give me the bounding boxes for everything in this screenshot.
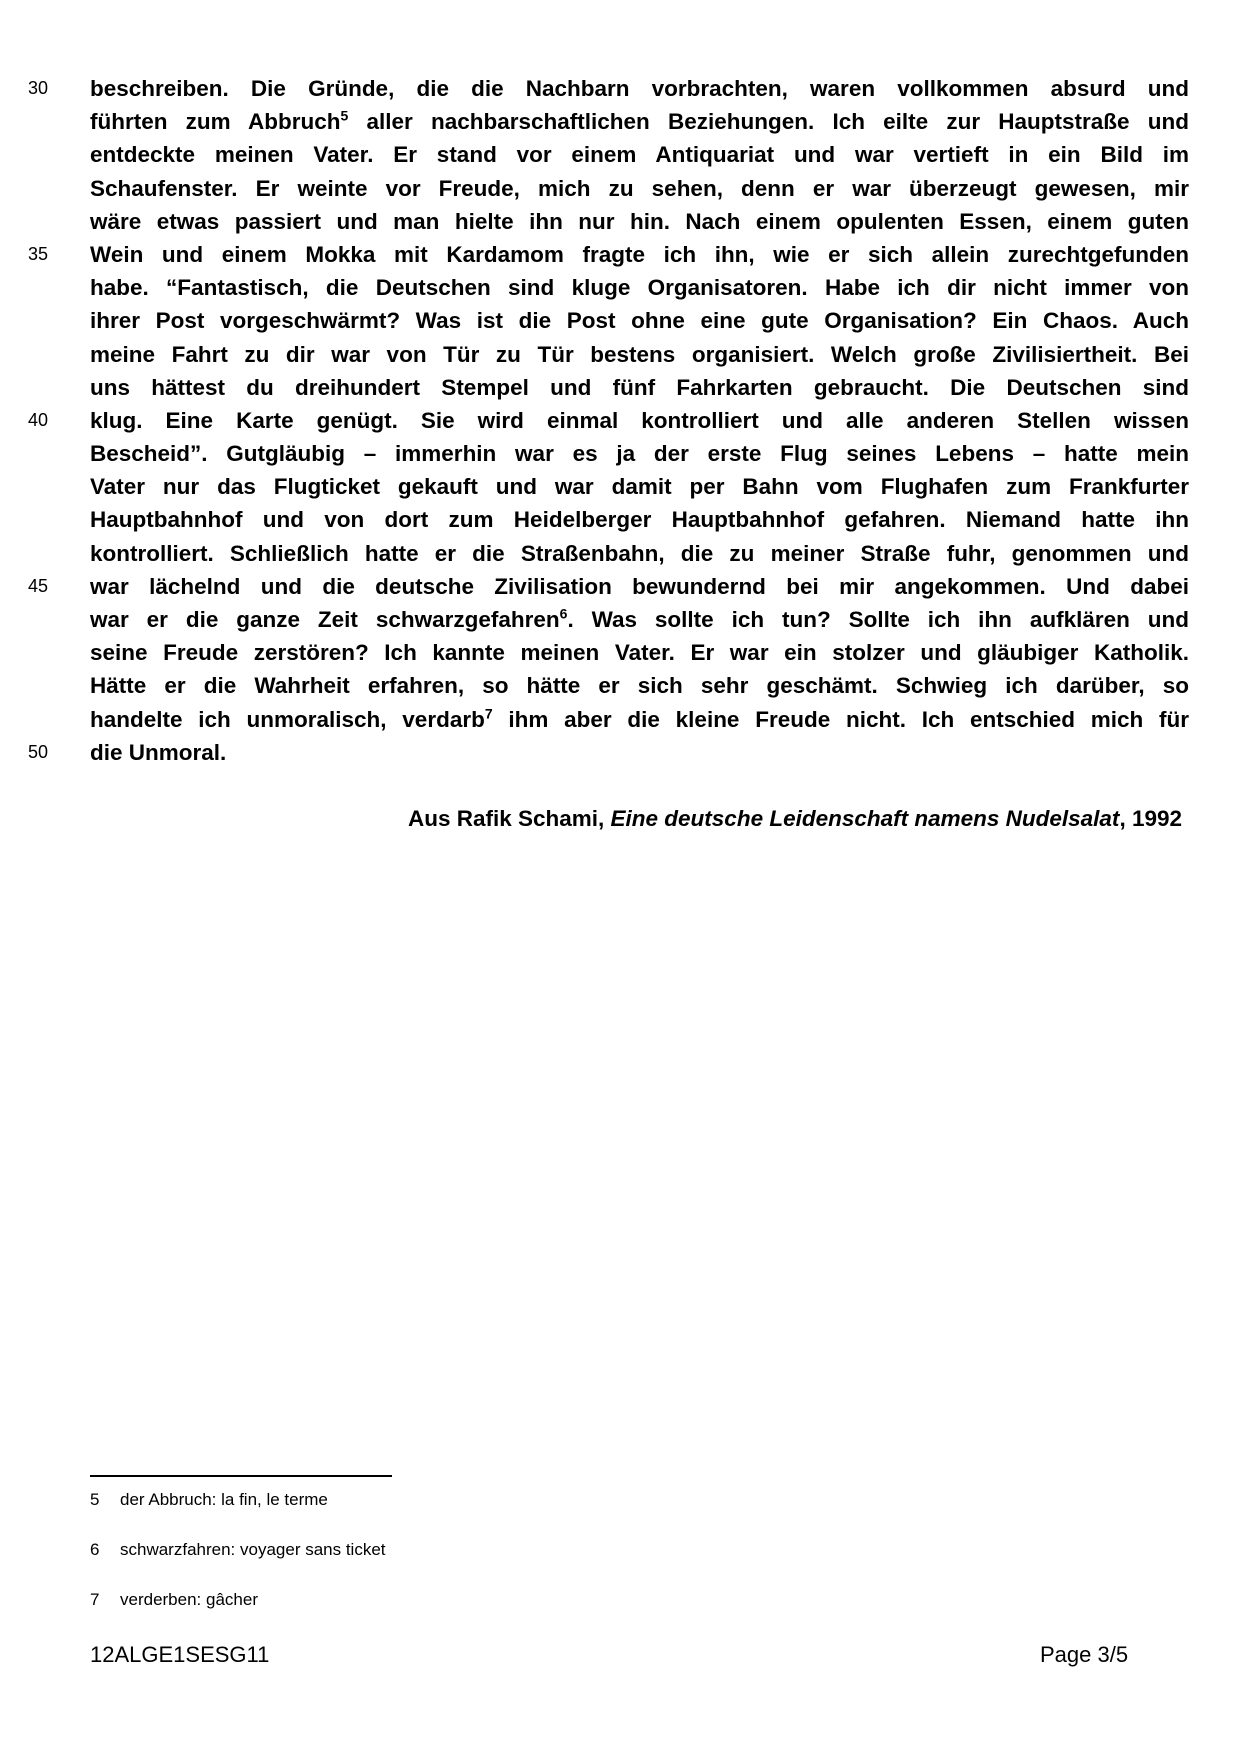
text-line — [90, 205, 1189, 238]
text-line — [90, 669, 1189, 702]
footnote-text: verderben: gâcher — [120, 1590, 258, 1609]
line-segment: Vater nur das Flugticket gekauft und war damit per Bahn vom Flughafen zum Frankfurter — [90, 474, 1189, 500]
footnote — [90, 1490, 328, 1510]
line-segment: aller nachbarschaftlichen Beziehungen. Ich eilte zur Hauptstraße und — [348, 109, 1189, 135]
source-attribution — [408, 806, 1182, 832]
line-segment: wäre etwas passiert und man hielte ihn nur hin. Nach einem opulenten Essen, einem guten — [90, 208, 1189, 234]
line-segment: handelte ich unmoralisch, verdarb — [90, 706, 485, 732]
line-text — [90, 703, 1189, 736]
text-line — [28, 72, 1189, 105]
passage-text — [28, 72, 1189, 769]
line-number: 50 — [28, 741, 49, 762]
line-segment: ihm aber die kleine Freude nicht. Ich entschied mich für — [492, 706, 1189, 732]
line-segment: Hauptbahnhof und von dort zum Heidelberger Hauptbahnhof gefahren. Niemand hatte ihn — [90, 507, 1189, 533]
text-line — [90, 271, 1189, 304]
line-text — [90, 238, 1189, 271]
text-line — [90, 636, 1189, 669]
attribution-year: , 1992 — [1119, 806, 1182, 831]
footnote — [90, 1540, 386, 1560]
line-text — [90, 338, 1189, 371]
line-segment: habe. “Fantastisch, die Deutschen sind kluge Organisatoren. Habe ich dir nicht immer von — [90, 275, 1189, 301]
text-line — [28, 736, 1189, 769]
line-segment: Wein und einem Mokka mit Kardamom fragte ich ihn, wie er sich allein zurechtgefunden — [90, 241, 1189, 267]
book-title: Eine deutsche Leidenschaft namens Nudelsalat — [610, 806, 1120, 831]
footnote-number: 7 — [90, 1590, 100, 1609]
line-text — [90, 669, 1189, 702]
line-text — [90, 172, 1189, 205]
text-line — [28, 238, 1189, 271]
line-text — [90, 304, 1189, 337]
line-segment: Hätte er die Wahrheit erfahren, so hätte er sich sehr geschämt. Schwieg ich darüber, so — [90, 673, 1189, 699]
text-line — [90, 172, 1189, 205]
line-text — [90, 72, 1189, 105]
line-segment: die Unmoral. — [90, 739, 227, 765]
line-segment: entdeckte meinen Vater. Er stand vor einem Antiquariat und war vertieft in ein Bild im — [90, 142, 1189, 168]
footnote-number: 6 — [90, 1540, 100, 1559]
line-segment: . Was sollte ich tun? Sollte ich ihn aufklären und — [567, 607, 1189, 632]
line-segment: kontrolliert. Schließlich hatte er die Straßenbahn, die zu meiner Straße fuhr, genommen und — [90, 540, 1189, 566]
footnote-ref: 7 — [484, 705, 493, 722]
line-text — [90, 437, 1189, 470]
line-text — [90, 371, 1189, 404]
line-segment: seine Freude zerstören? Ich kannte meinen Vater. Er war ein stolzer und gläubiger Katholik. — [90, 640, 1189, 666]
line-segment: meine Fahrt zu dir war von Tür zu Tür bestens organisiert. Welch große Zivilisiertheit. Bei — [90, 341, 1189, 367]
line-text — [90, 404, 1189, 437]
page-number: Page 3/5 — [1040, 1642, 1129, 1667]
line-segment: beschreiben. Die Gründe, die die Nachbarn vorbrachten, waren vollkommen absurd und — [90, 76, 1189, 101]
footnote-text: der Abbruch: la fin, le terme — [120, 1490, 328, 1509]
line-text — [90, 603, 1189, 636]
text-line — [90, 371, 1189, 404]
footnote-ref: 5 — [340, 107, 349, 124]
line-text — [90, 271, 1189, 304]
line-number: 30 — [28, 78, 49, 98]
text-line — [90, 304, 1189, 337]
line-text — [90, 503, 1189, 536]
line-number: 45 — [28, 575, 49, 596]
footnote — [90, 1590, 258, 1610]
line-segment: war lächelnd und die deutsche Zivilisation bewundernd bei mir angekommen. Und dabei — [90, 573, 1189, 599]
line-segment: ihrer Post vorgeschwärmt? Was ist die Post ohne eine gute Organisation? Ein Chaos. Auch — [90, 308, 1189, 334]
line-text — [90, 537, 1189, 570]
text-line — [90, 105, 1189, 138]
line-segment: uns hättest du dreihundert Stempel und fünf Fahrkarten gebraucht. Die Deutschen sind — [90, 374, 1189, 400]
text-line — [90, 138, 1189, 171]
line-text — [90, 736, 1189, 769]
footnote-separator — [90, 1475, 392, 1477]
line-text — [90, 205, 1189, 238]
line-text — [90, 570, 1189, 603]
text-line — [90, 537, 1189, 570]
line-text — [90, 138, 1189, 171]
text-line — [28, 404, 1189, 437]
footnote-number: 5 — [90, 1490, 100, 1509]
attribution-prefix: Aus Rafik Schami, — [407, 806, 611, 831]
line-text — [90, 636, 1189, 669]
text-line — [90, 503, 1189, 536]
text-line — [28, 570, 1189, 603]
line-text — [90, 470, 1189, 503]
line-text — [90, 105, 1189, 138]
text-line — [90, 603, 1189, 636]
text-line — [90, 470, 1189, 503]
line-segment: klug. Eine Karte genügt. Sie wird einmal kontrolliert und alle anderen Stellen wissen — [90, 407, 1189, 433]
text-line — [90, 703, 1189, 736]
text-line — [90, 338, 1189, 371]
footnote-ref: 6 — [559, 605, 568, 622]
line-segment: führten zum Abbruch — [90, 109, 341, 135]
line-segment: war er die ganze Zeit schwarzgefahren — [90, 607, 560, 632]
line-number: 35 — [28, 243, 49, 264]
footnote-text: schwarzfahren: voyager sans ticket — [120, 1540, 386, 1559]
line-number: 40 — [28, 409, 49, 430]
text-line — [90, 437, 1189, 470]
document-code: 12ALGE1SESG11 — [90, 1642, 270, 1667]
line-segment: Bescheid”. Gutgläubig – immerhin war es ja der erste Flug seines Lebens – hatte mein — [90, 441, 1189, 467]
line-segment: Schaufenster. Er weinte vor Freude, mich zu sehen, denn er war überzeugt gewesen, mir — [90, 175, 1189, 201]
